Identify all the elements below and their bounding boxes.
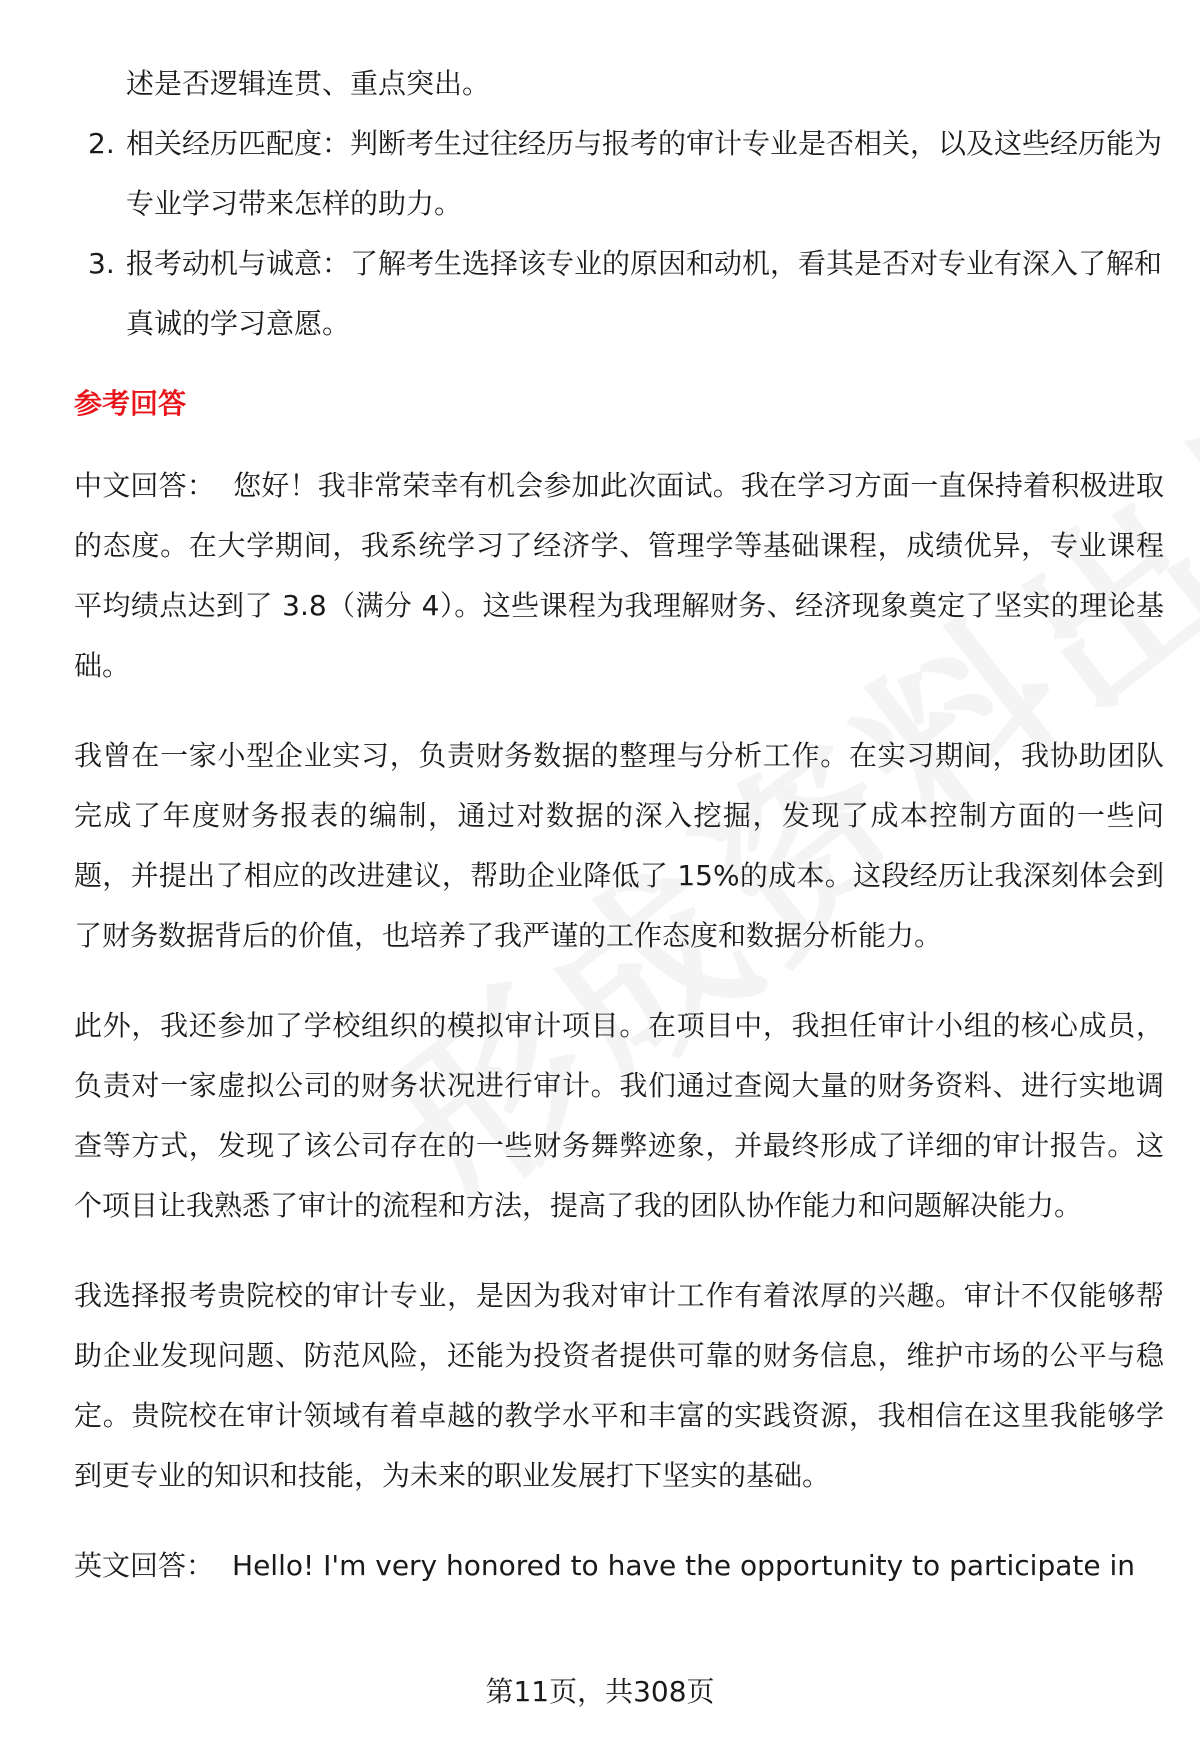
answer-paragraph: 我选择报考贵院校的审计专业，是因为我对审计工作有着浓厚的兴趣。审计不仅能够帮助企业发现问题、防范风险，还能为投资者提供可靠的财务信息，维护市场的公平与稳定。贵院校在审计领域有着卓越的教学水平和丰富的实践资源，我相信在这里我能够学到更专业的知识和技能，为未来的职业发展打下坚实的基础。 xyxy=(74,1279,1164,1492)
answer-paragraph-chinese xyxy=(74,456,1164,696)
paragraph-text: 您好！我非常荣幸有机会参加此次面试。我在学习方面一直保持着积极进取的态度。在大学期间，我系统学习了经济学、管理学等基础课程，成绩优异，专业课程平均绩点达到了 3.8（满分 4）。这些课程为我理解财务、经济现象奠定了坚实的理论基础。 xyxy=(74,469,1164,682)
paragraph-text: Hello! I'm very honored to have the opportunity to participate in xyxy=(232,1549,1136,1582)
english-answer-label: 英文回答： xyxy=(74,1549,215,1582)
list-item-continuation: 述是否逻辑连贯、重点突出。 xyxy=(126,67,491,100)
page-number: 第11页，共308页 xyxy=(485,1675,715,1708)
chinese-answer-label: 中文回答： xyxy=(74,469,216,502)
section-heading: 参考回答 xyxy=(74,387,187,420)
answer-paragraph: 我曾在一家小型企业实习，负责财务数据的整理与分析工作。在实习期间，我协助团队完成了年度财务报表的编制，通过对数据的深入挖掘，发现了成本控制方面的一些问题，并提出了相应的改进建议，帮助企业降低了 15%的成本。这段经历让我深刻体会到了财务数据背后的价值，也培养了我严谨的工作态度和数据分析能力。 xyxy=(74,739,1164,952)
list-item-number: 3. xyxy=(88,247,115,280)
list-item xyxy=(74,114,1164,234)
criteria-list xyxy=(74,114,1164,354)
answer-paragraph-english xyxy=(74,1536,1164,1596)
list-item xyxy=(74,234,1164,354)
list-item-number: 2. xyxy=(88,127,115,160)
list-item-text: 报考动机与诚意：了解考生选择该专业的原因和动机，看其是否对专业有深入了解和真诚的学习意愿。 xyxy=(126,247,1163,340)
answer-paragraph: 此外，我还参加了学校组织的模拟审计项目。在项目中，我担任审计小组的核心成员，负责对一家虚拟公司的财务状况进行审计。我们通过查阅大量的财务资料、进行实地调查等方式，发现了该公司存在的一些财务舞弊迹象，并最终形成了详细的审计报告。这个项目让我熟悉了审计的流程和方法，提高了我的团队协作能力和问题解决能力。 xyxy=(74,1009,1164,1222)
page-content xyxy=(74,54,1164,1626)
list-item-text: 相关经历匹配度：判断考生过往经历与报考的审计专业是否相关，以及这些经历能为专业学习带来怎样的助力。 xyxy=(126,127,1163,220)
